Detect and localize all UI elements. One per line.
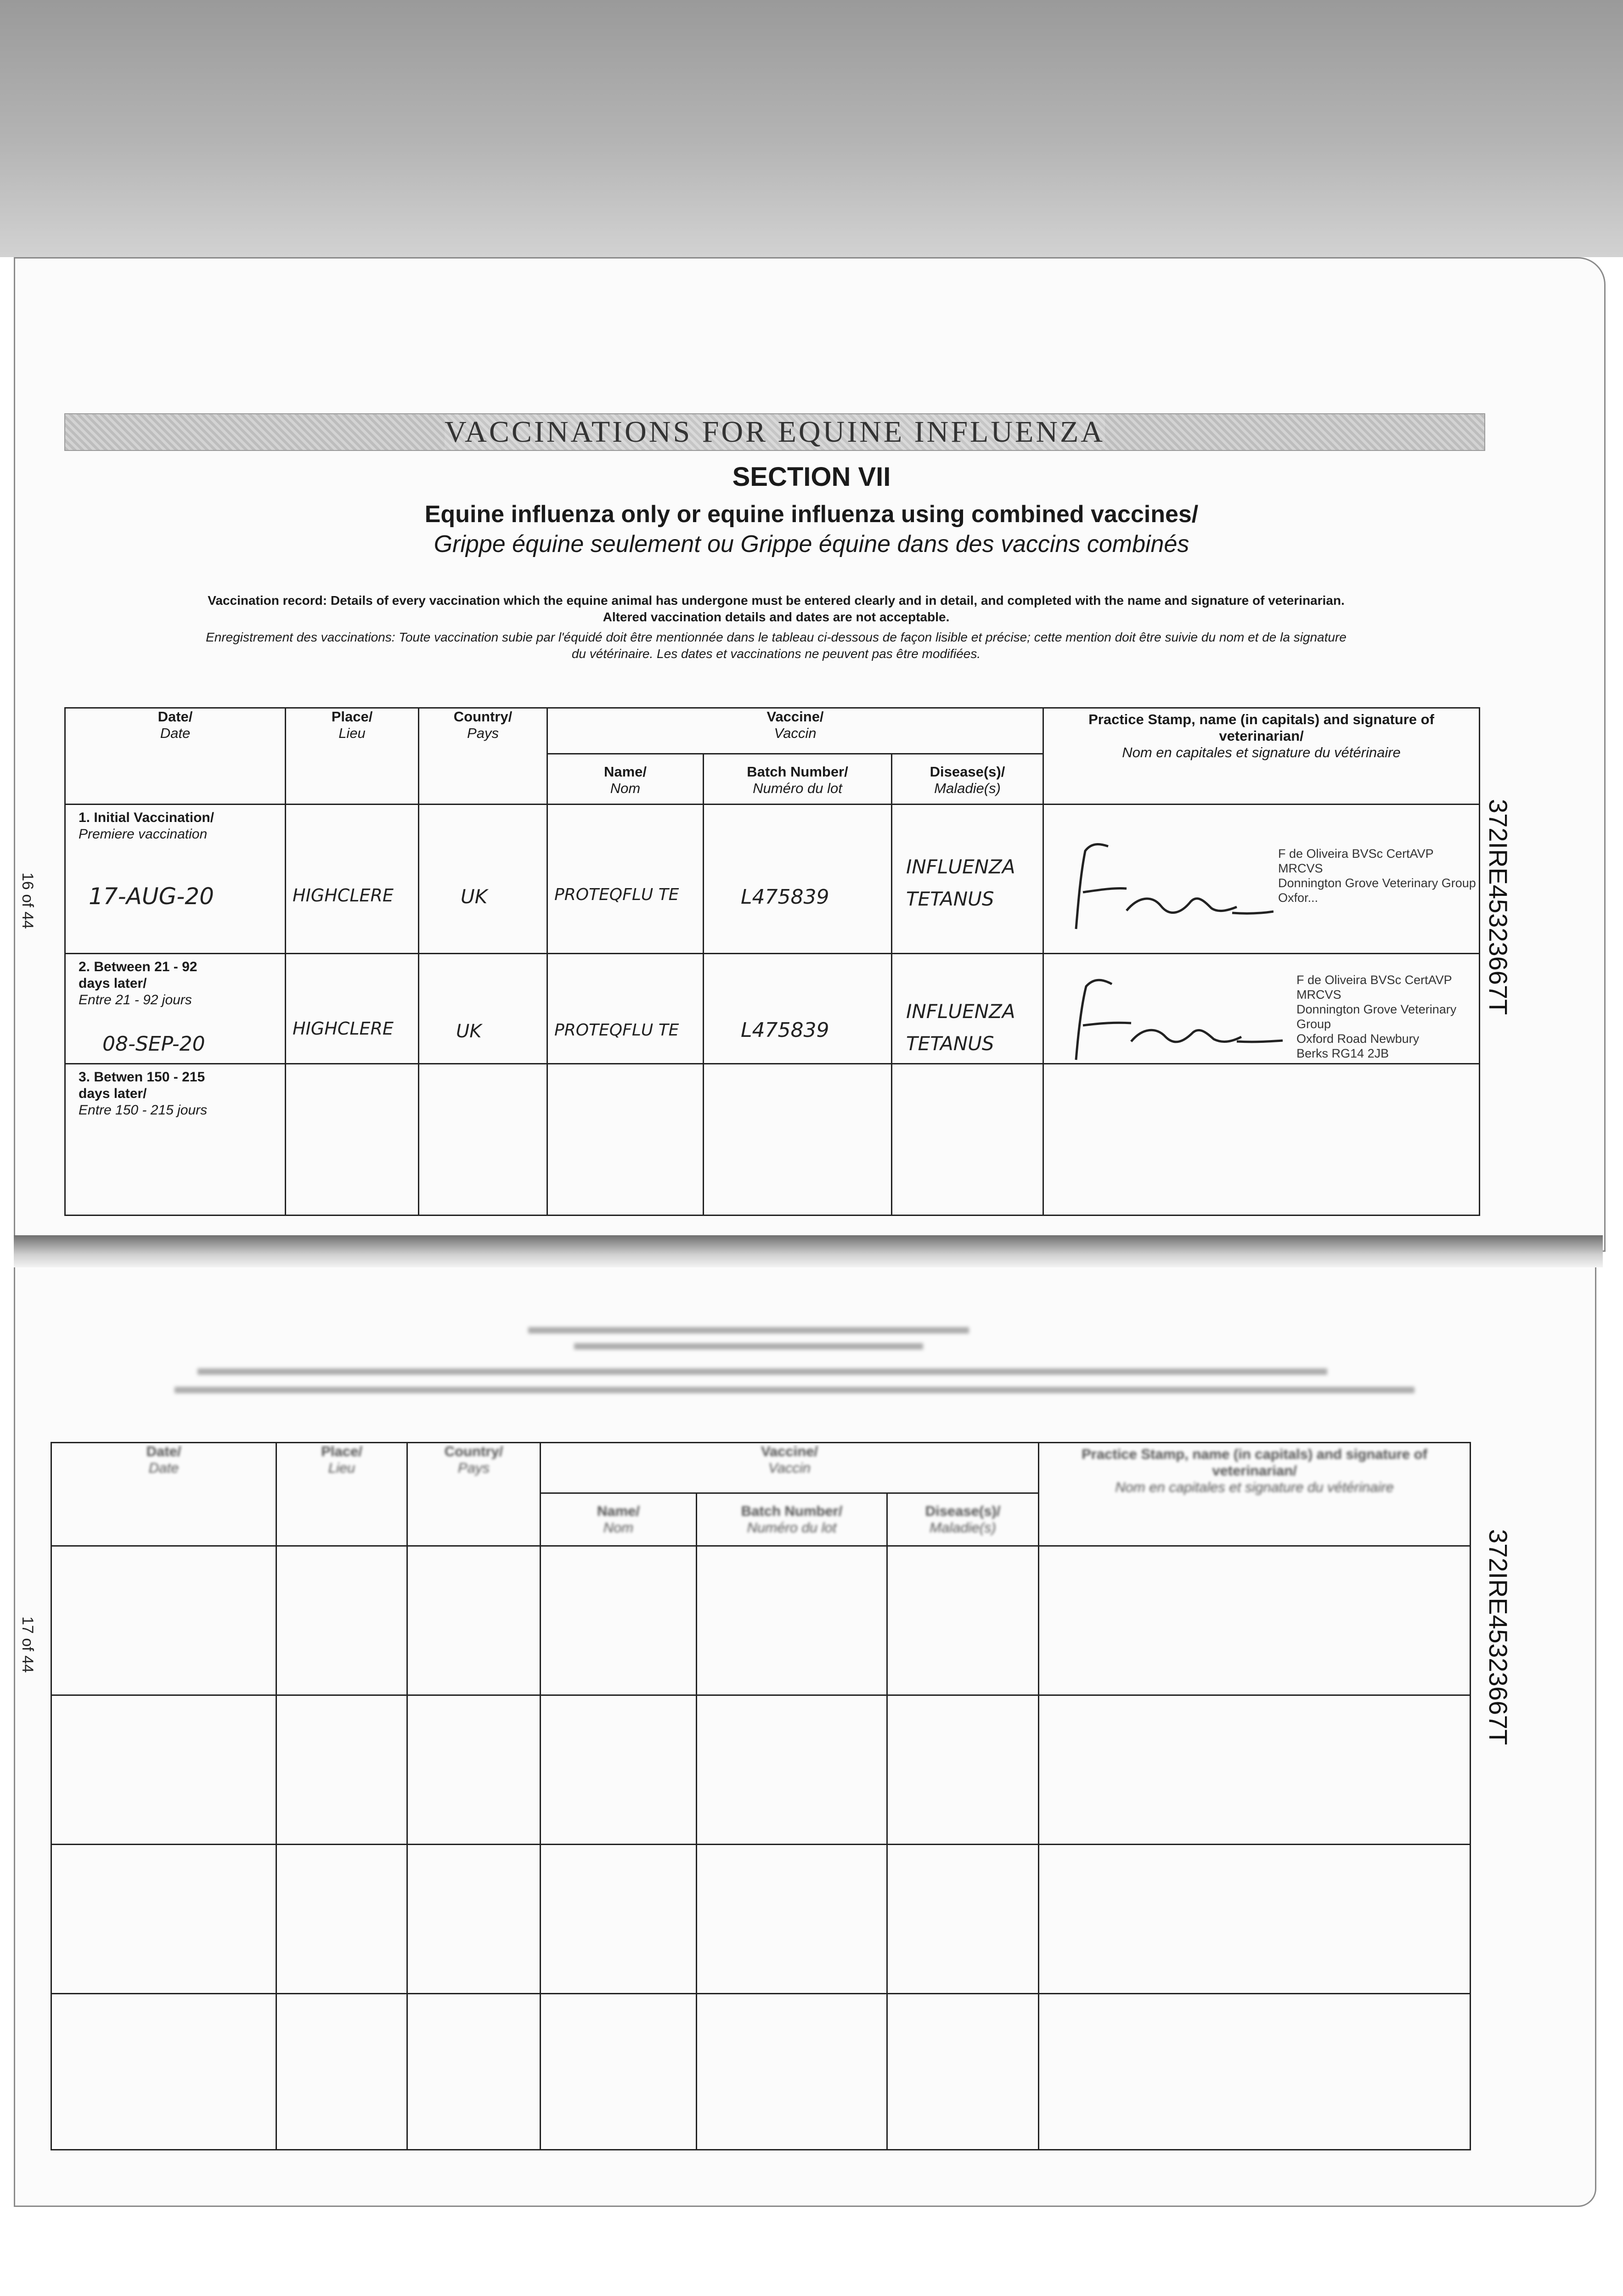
p2-header-date-fr: Date [148,1460,179,1476]
instruction-french-line-1: Enregistrement des vaccinations: Toute vaccination subie par l'équidé doit être mentionnée dans le tableau ci-dessous de façon lisible et précise; cette mention doit être suivie du nom et de la signature [206,630,1347,644]
empty-cell [276,1695,407,1845]
header-country-fr: Pays [467,725,499,741]
row-1-place-cell [286,805,419,954]
p2-header-stamp-fr: Nom en capitales et signature du vétérinaire [1115,1479,1394,1495]
header-date-en: Date/ [158,709,193,725]
row-2-label [66,954,285,1008]
row-1-label-en: 1. Initial Vaccination/ [79,810,214,825]
subtitle-english: Equine influenza only or equine influenza using combined vaccines/ [424,501,1199,528]
p2-header-disease-en: Disease(s)/ [925,1503,1001,1519]
header-batch-fr: Numéro du lot [753,780,842,796]
table-row [65,1064,1480,1216]
empty-cell [697,1994,887,2150]
passport-id-upper: 372IRE45323667T [1484,799,1513,1015]
p2-header-place-fr: Lieu [328,1460,355,1476]
header-name-fr: Nom [610,780,641,796]
row-3-label [66,1064,285,1119]
faded-instruction-line [528,1327,969,1334]
row-3-name-cell [547,1064,704,1216]
row-2-stamp-line-2: Donnington Grove Veterinary Group [1296,1002,1457,1031]
p2-header-batch-fr: Numéro du lot [747,1519,837,1536]
empty-cell [407,1546,541,1695]
table-row [51,1994,1471,2150]
p2-header-country-en: Country/ [444,1443,503,1459]
row-2-stamp-line-1: F de Oliveira BVSc CertAVP MRCVS [1296,973,1452,1002]
header-date [65,708,286,805]
row-3-disease-cell [892,1064,1043,1216]
row-1-place: HIGHCLERE [293,885,394,906]
header-country [419,708,547,805]
section-banner [64,413,1485,451]
p2-header-vaccine-en: Vaccine/ [761,1443,818,1459]
table-row [65,954,1480,1064]
header-name-en: Name/ [603,764,647,780]
row-1-stamp-cell [1043,805,1480,954]
empty-cell [541,1546,697,1695]
faded-instruction-line [175,1387,1414,1393]
row-3-stamp-cell [1043,1064,1480,1216]
header-stamp-en: Practice Stamp, name (in capitals) and signature of veterinarian/ [1088,711,1434,744]
empty-cell [541,1994,697,2150]
header-country [407,1443,541,1546]
header-date-fr: Date [160,725,191,741]
p2-header-country-fr: Pays [458,1460,490,1476]
row-2-place: HIGHCLERE [293,1019,394,1039]
table-row [51,1695,1471,1845]
empty-cell [697,1845,887,1994]
row-1-country-cell [419,805,547,954]
table-row [65,805,1480,954]
subtitle-french: Grippe équine seulement ou Grippe équine dans des vaccins combinés [434,531,1189,557]
row-1-stamp-line-2: Donnington Grove Veterinary Group [1278,876,1476,890]
row-1-practice-stamp [1278,846,1479,905]
p2-header-date-en: Date/ [146,1443,181,1459]
empty-cell [887,1695,1039,1845]
row-1-signature [1058,833,1274,943]
row-2-disease-cell [892,954,1043,1064]
empty-cell [887,1845,1039,1994]
empty-cell [697,1695,887,1845]
table-row [51,1845,1471,1994]
header-vaccine [547,708,1043,754]
row-2-disease [906,996,1015,1060]
header-batch-en: Batch Number/ [747,764,848,780]
empty-cell [1039,1695,1471,1845]
header-disease [887,1493,1039,1546]
header-vaccine-fr: Vaccin [774,725,817,741]
header-batch [697,1493,887,1546]
passport-id-lower: 372IRE45323667T [1484,1529,1513,1745]
header-date [51,1443,276,1546]
vaccination-table-continued [51,1442,1471,2150]
header-name [547,754,704,805]
header-vaccine [541,1443,1039,1493]
empty-cell [697,1546,887,1695]
empty-cell [1039,1845,1471,1994]
header-vaccine-en: Vaccine/ [766,709,824,725]
header-disease-fr: Maladie(s) [934,780,1001,796]
empty-cell [51,1994,276,2150]
header-place [286,708,419,805]
row-2-disease-2: TETANUS [906,1032,994,1055]
header-name [541,1493,697,1546]
row-2-date: 08-SEP-20 [102,1032,205,1056]
empty-cell [51,1546,276,1695]
row-2-name-cell [547,954,704,1064]
row-1-stamp-line-3: Oxfor... [1278,891,1319,905]
header-batch [704,754,892,805]
row-2-label-en-1: 2. Between 21 - 92 [79,959,197,974]
row-3-country-cell [419,1064,547,1216]
row-2-signature [1058,973,1287,1064]
p2-header-vaccine-fr: Vaccin [768,1460,811,1476]
row-2-stamp-line-4: Berks RG14 2JB [1296,1047,1389,1060]
row-3-batch-cell [704,1064,892,1216]
header-stamp-fr: Nom en capitales et signature du vétérinaire [1122,744,1401,760]
row-1-disease [906,851,1015,915]
empty-cell [276,1845,407,1994]
row-1-name-cell [547,805,704,954]
row-3-place-cell [286,1064,419,1216]
empty-cell [887,1546,1039,1695]
faded-instruction-line [574,1343,923,1350]
p2-header-batch-en: Batch Number/ [741,1503,843,1519]
empty-cell [541,1845,697,1994]
p2-header-stamp-en: Practice Stamp, name (in capitals) and signature of veterinarian/ [1082,1446,1427,1479]
faded-instruction-line [197,1368,1327,1375]
header-practice-stamp [1043,708,1480,805]
empty-cell [51,1695,276,1845]
banner-title: VACCINATIONS FOR EQUINE INFLUENZA [445,415,1105,449]
row-2-country-cell [419,954,547,1064]
instruction-french [69,629,1483,662]
row-2-country: UK [456,1021,482,1042]
row-3-date-cell [65,1064,286,1216]
empty-cell [1039,1546,1471,1695]
row-1-country: UK [461,885,488,908]
page-fold [14,1235,1603,1267]
p2-header-name-en: Name/ [597,1503,640,1519]
row-1-date-cell [65,805,286,954]
row-2-batch: L475839 [741,1019,829,1042]
row-1-batch: L475839 [741,885,829,909]
row-1-label [66,805,285,843]
row-2-label-fr: Entre 21 - 92 jours [79,992,192,1007]
instruction-english-line-1: Vaccination record: Details of every vaccination which the equine animal has undergone must be entered clearly and in detail, and completed with the name and signature of veterinarian. [208,593,1345,608]
empty-cell [407,1994,541,2150]
row-2-date-cell [65,954,286,1064]
empty-cell [276,1546,407,1695]
empty-cell [407,1695,541,1845]
row-3-label-fr: Entre 150 - 215 jours [79,1103,208,1118]
empty-cell [887,1994,1039,2150]
p2-header-disease-fr: Maladie(s) [930,1519,996,1536]
row-1-batch-cell [704,805,892,954]
instruction-english [69,592,1483,625]
page-number-16: 16 of 44 [19,872,36,929]
row-2-label-en-2: days later/ [79,976,147,991]
section-title: SECTION VII [732,462,891,492]
empty-cell [276,1994,407,2150]
row-2-practice-stamp [1296,973,1479,1061]
header-country-en: Country/ [453,709,513,725]
scanner-background [0,0,1623,257]
empty-cell [541,1695,697,1845]
vaccination-table [64,707,1480,1216]
row-2-place-cell [286,954,419,1064]
instruction-french-line-2: du vétérinaire. Les dates et vaccinations ne peuvent pas être modifiées. [571,647,981,661]
p2-header-place-en: Place/ [321,1443,362,1459]
header-disease [892,754,1043,805]
page-number-17: 17 of 44 [19,1616,36,1673]
header-place-fr: Lieu [338,725,366,741]
row-1-vaccine-name: PROTEQFLU TE [554,885,679,904]
header-disease-en: Disease(s)/ [930,764,1005,780]
row-2-batch-cell [704,954,892,1064]
instruction-english-line-2: Altered vaccination details and dates are not acceptable. [603,610,950,624]
row-2-stamp-cell [1043,954,1480,1064]
row-1-label-fr: Premiere vaccination [79,827,208,842]
row-2-disease-1: INFLUENZA [906,1000,1015,1023]
row-3-label-en-1: 3. Betwen 150 - 215 [79,1069,205,1085]
empty-cell [1039,1994,1471,2150]
row-1-stamp-line-1: F de Oliveira BVSc CertAVP MRCVS [1278,847,1434,875]
row-2-stamp-line-3: Oxford Road Newbury [1296,1032,1420,1046]
p2-header-name-fr: Nom [603,1519,634,1536]
table-row [51,1546,1471,1695]
row-1-disease-2: TETANUS [906,888,994,910]
header-practice-stamp [1039,1443,1471,1546]
header-place [276,1443,407,1546]
row-3-label-en-2: days later/ [79,1086,147,1101]
empty-cell [51,1845,276,1994]
empty-cell [407,1845,541,1994]
row-1-disease-cell [892,805,1043,954]
header-place-en: Place/ [331,709,373,725]
row-2-vaccine-name: PROTEQFLU TE [554,1021,679,1040]
row-1-disease-1: INFLUENZA [906,855,1015,878]
row-1-date: 17-AUG-20 [89,883,214,910]
